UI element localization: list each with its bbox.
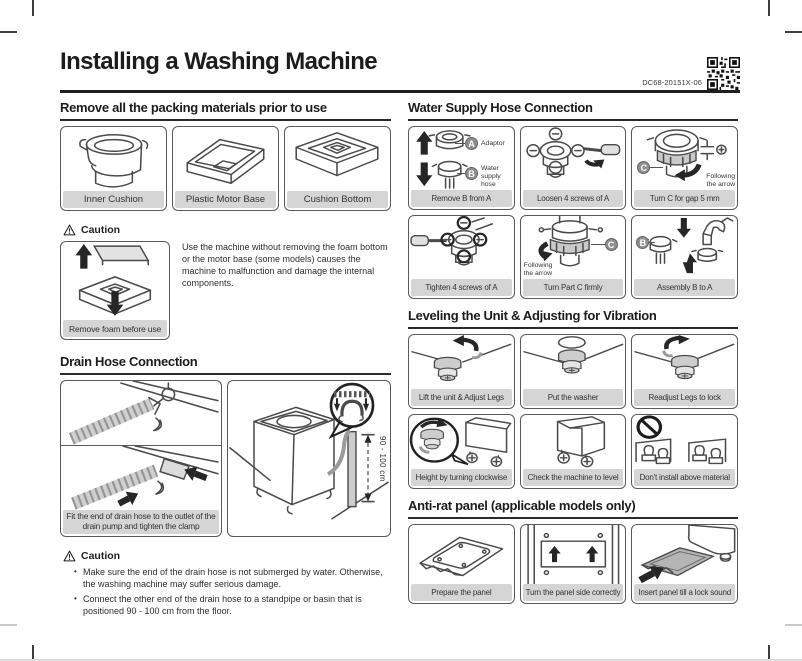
adaptor-label: Adaptor bbox=[481, 140, 505, 147]
figure-drain-hose-steps bbox=[60, 380, 222, 537]
section-title-packing: Remove all the packing materials prior to use bbox=[60, 100, 391, 121]
figure-assembly-b-to-a bbox=[631, 215, 738, 299]
inner-cushion-illustration bbox=[61, 127, 166, 191]
remove-b-from-a-illustration bbox=[409, 127, 514, 190]
packing-caution-text: Use the machine without removing the foam bottom or the motor base (some models) causes the machine to malfunction and damage the internal components. bbox=[182, 242, 388, 288]
figure-remove-b-from-a bbox=[408, 126, 515, 210]
figure-caption: Insert panel till a lock sound bbox=[634, 584, 735, 601]
figure-insert-panel bbox=[631, 524, 738, 604]
figure-caption: Loosen 4 screws of A bbox=[523, 190, 624, 207]
crop-mark-bottom-right-h bbox=[785, 624, 802, 626]
caution-heading bbox=[63, 224, 391, 236]
section-title-water: Water Supply Hose Connection bbox=[408, 100, 738, 121]
plastic-motor-base-illustration bbox=[173, 127, 278, 191]
caution-label: Caution bbox=[81, 550, 121, 562]
figure-caption: Turn Part C firmly bbox=[523, 279, 624, 296]
tighten-screws-illustration bbox=[409, 216, 514, 279]
water-row-1 bbox=[408, 126, 738, 210]
crop-mark-top-right-v bbox=[768, 0, 770, 16]
lift-adjust-legs-illustration bbox=[409, 335, 514, 389]
drain-hose-step1-illustration bbox=[61, 381, 221, 446]
turn-part-c-illustration bbox=[521, 216, 626, 279]
packing-caution-body bbox=[60, 241, 391, 340]
label-leader bbox=[650, 167, 663, 168]
section-title-leveling: Leveling the Unit & Adjusting for Vibration bbox=[408, 308, 738, 329]
water-row-2 bbox=[408, 215, 738, 299]
section-antirat bbox=[408, 498, 738, 604]
figure-caption: Height by turning clockwise bbox=[411, 469, 512, 486]
figure-plastic-motor-base bbox=[172, 126, 279, 211]
figure-lift-adjust-legs bbox=[408, 334, 515, 409]
masthead-right bbox=[642, 57, 740, 90]
figure-dont-install-material bbox=[631, 414, 738, 489]
figure-turn-part-c bbox=[520, 215, 627, 299]
qr-code bbox=[707, 57, 740, 90]
crop-mark-top-left-h bbox=[0, 31, 17, 33]
put-washer-illustration bbox=[521, 335, 626, 389]
figure-caption: Remove foam before use bbox=[63, 320, 167, 337]
crop-mark-top-left-v bbox=[32, 0, 34, 16]
following-arrow-label: Following the arrow bbox=[523, 262, 553, 278]
part-c-badge: C bbox=[637, 161, 650, 174]
section-water-supply bbox=[408, 100, 738, 299]
left-column bbox=[60, 100, 391, 621]
dont-install-material-illustration bbox=[632, 415, 737, 469]
antirat-row bbox=[408, 524, 738, 604]
water-supply-hose-label: Water supply hose bbox=[481, 165, 501, 188]
drain-figures-row bbox=[60, 380, 391, 537]
drain-hose-step2-illustration bbox=[61, 446, 221, 510]
caution-bullet: • Make sure the end of the drain hose is not submerged by water. Otherwise, the washing machine may suffer serious damage. bbox=[74, 567, 391, 591]
document-number: DC68-20151X-06 bbox=[642, 78, 702, 87]
standpipe-illustration bbox=[228, 381, 390, 536]
section-leveling bbox=[408, 308, 738, 489]
figure-caption: Cushion Bottom bbox=[287, 191, 388, 208]
figure-caption: Turn the panel side correctly bbox=[523, 584, 624, 601]
label-leader bbox=[457, 173, 465, 174]
masthead bbox=[60, 47, 740, 90]
section-packing bbox=[60, 100, 391, 340]
part-b-badge: B bbox=[636, 236, 649, 249]
figure-caption: Plastic Motor Base bbox=[175, 191, 276, 208]
figure-remove-foam bbox=[60, 241, 170, 340]
caution-icon bbox=[63, 224, 76, 236]
prepare-panel-illustration bbox=[409, 525, 514, 584]
figure-caption: Check the machine to level bbox=[523, 469, 624, 486]
section-title-drain: Drain Hose Connection bbox=[60, 354, 391, 375]
cushion-bottom-illustration bbox=[285, 127, 390, 191]
part-a-badge: A bbox=[465, 137, 478, 150]
remove-foam-illustration bbox=[61, 242, 169, 320]
packing-figures-row bbox=[60, 126, 391, 211]
figure-readjust-legs bbox=[631, 334, 738, 409]
drain-caution-list bbox=[74, 567, 391, 618]
figure-prepare-panel bbox=[408, 524, 515, 604]
caution-icon bbox=[63, 550, 76, 562]
turn-panel-side-illustration bbox=[521, 525, 626, 584]
standpipe-height-label: 90 - 100 cm bbox=[378, 436, 387, 482]
figure-caption: Prepare the panel bbox=[411, 584, 512, 601]
assembly-b-to-a-illustration bbox=[632, 216, 737, 279]
figure-caption: Tighten 4 screws of A bbox=[411, 279, 512, 296]
insert-panel-illustration bbox=[632, 525, 737, 584]
following-arrow-label: Following the arrow bbox=[706, 173, 736, 189]
caution-label: Caution bbox=[81, 224, 121, 236]
caution-heading bbox=[63, 550, 391, 562]
loosen-screws-illustration bbox=[521, 127, 626, 190]
masthead-rule bbox=[60, 90, 740, 93]
label-leader bbox=[649, 242, 655, 243]
figure-cushion-bottom bbox=[284, 126, 391, 211]
figure-caption: Readjust Legs to lock bbox=[634, 389, 735, 406]
figure-tighten-screws bbox=[408, 215, 515, 299]
section-drain bbox=[60, 354, 391, 618]
label-leader bbox=[591, 244, 605, 245]
page-bottom-rule bbox=[0, 659, 802, 661]
figure-height-clockwise bbox=[408, 414, 515, 489]
figure-caption: Don't install above material bbox=[634, 469, 735, 486]
figure-turn-panel-side bbox=[520, 524, 627, 604]
turn-c-gap-illustration bbox=[632, 127, 737, 190]
figure-caption: Fit the end of drain hose to the outlet of the drain pump and tighten the clamp bbox=[63, 510, 219, 534]
check-level-illustration bbox=[521, 415, 626, 469]
packing-caution bbox=[60, 224, 391, 340]
leveling-row-2 bbox=[408, 414, 738, 489]
caution-bullet: • Connect the other end of the drain hose to a standpipe or basin that is positioned 90 - 100 cm from the floor. bbox=[74, 594, 391, 618]
figure-caption: Assembly B to A bbox=[634, 279, 735, 296]
section-title-antirat: Anti-rat panel (applicable models only) bbox=[408, 498, 738, 519]
right-column bbox=[408, 100, 738, 609]
crop-mark-bottom-left-h bbox=[0, 624, 17, 626]
figure-caption: Remove B from A bbox=[411, 190, 512, 207]
height-clockwise-illustration bbox=[409, 415, 514, 469]
readjust-legs-illustration bbox=[632, 335, 737, 389]
label-leader bbox=[455, 143, 465, 144]
figure-turn-c-gap bbox=[631, 126, 738, 210]
crop-mark-top-right-h bbox=[785, 31, 802, 33]
figure-caption: Turn C for gap 5 mm bbox=[634, 190, 735, 207]
figure-loosen-screws bbox=[520, 126, 627, 210]
figure-put-washer bbox=[520, 334, 627, 409]
figure-caption: Put the washer bbox=[523, 389, 624, 406]
figure-check-level bbox=[520, 414, 627, 489]
page-title: Installing a Washing Machine bbox=[60, 47, 378, 75]
figure-caption: Inner Cushion bbox=[63, 191, 164, 208]
part-b-badge: B bbox=[465, 167, 478, 180]
figure-drain-standpipe bbox=[227, 380, 391, 537]
drain-caution bbox=[60, 550, 391, 618]
leveling-row-1 bbox=[408, 334, 738, 409]
part-c-badge: C bbox=[605, 238, 618, 251]
figure-caption: Lift the unit & Adjust Legs bbox=[411, 389, 512, 406]
figure-inner-cushion bbox=[60, 126, 167, 211]
